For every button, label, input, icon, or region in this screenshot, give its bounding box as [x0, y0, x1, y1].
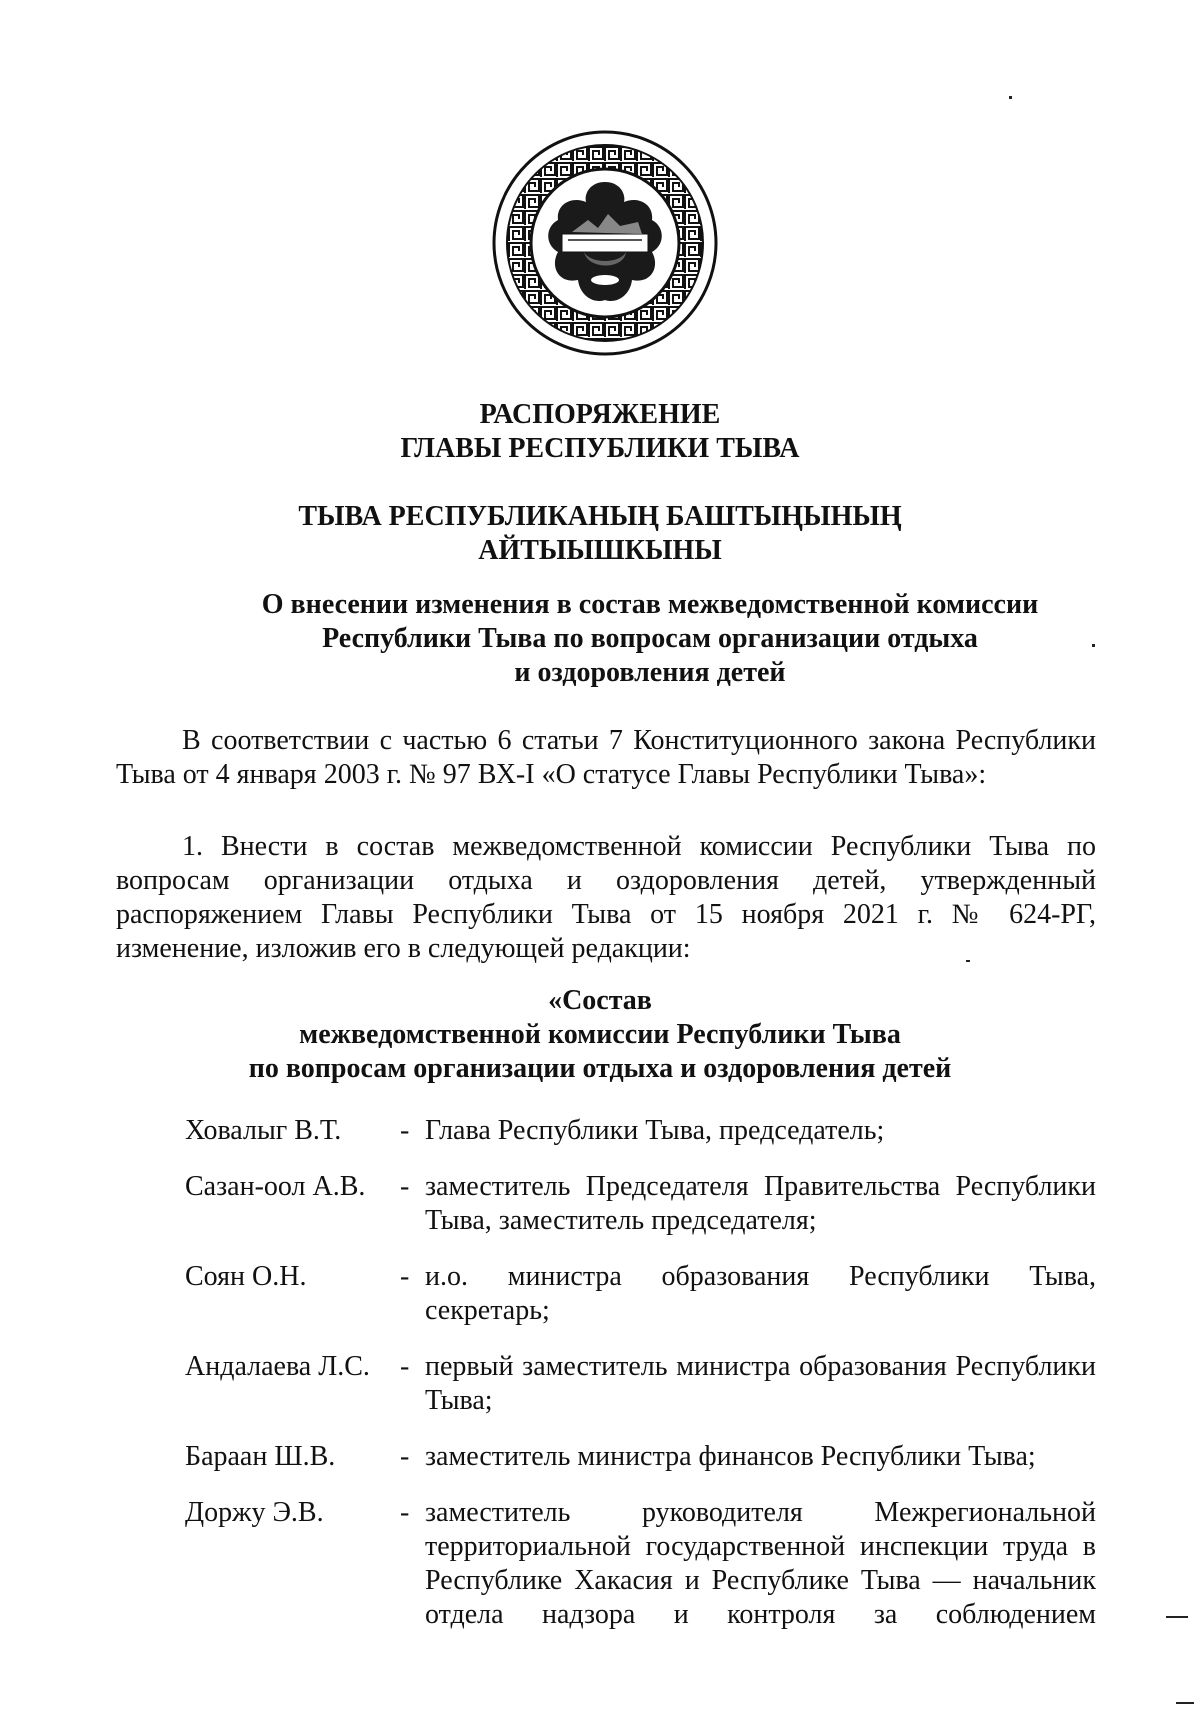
- scan-speck: [1092, 644, 1095, 647]
- preamble-paragraph: В соответствии с частью 6 статьи 7 Конституционного закона Республики Тыва от 4 января 2003 г. № 97 ВХ-I «О статусе Главы Республики Тыва»:: [116, 725, 1096, 790]
- composition-line-1: «Состав: [548, 985, 652, 1016]
- member-role: заместитель Председателя Правительства Республики Тыва, заместитель председателя;: [425, 1171, 1096, 1236]
- member-role: Глава Республики Тыва, председатель;: [425, 1115, 885, 1146]
- member-dash: -: [400, 1441, 410, 1472]
- member-dash: -: [400, 1351, 410, 1382]
- composition-line-2: межведомственной комиссии Республики Тыва: [299, 1019, 901, 1050]
- member-name: Соян О.Н.: [185, 1261, 307, 1292]
- member-dash: -: [400, 1497, 410, 1528]
- member-name: Ховалыг В.Т.: [185, 1115, 342, 1146]
- scan-speck: [1176, 1702, 1194, 1704]
- subject-line-2: Республики Тыва по вопросам организации отдыха: [322, 623, 978, 654]
- order-subject: [255, 588, 1045, 690]
- scan-speck: [1009, 96, 1012, 99]
- member-role: заместитель министра финансов Республики Тыва;: [425, 1441, 1036, 1472]
- member-row: [185, 1114, 1096, 1148]
- member-role: заместитель руководителя Межрегиональной территориальной государственной инспекции труда в Республике Хакасия и Республике Тыва — начальник отдела надзора и контроля за соблюдением: [425, 1497, 1096, 1630]
- member-name: Бараан Ш.В.: [185, 1441, 336, 1472]
- members-list: [185, 1114, 1096, 1654]
- subject-line-1: О внесении изменения в состав межведомственной комиссии: [261, 589, 1039, 620]
- composition-heading: [0, 984, 1200, 1086]
- member-row: [185, 1496, 1096, 1632]
- tuva-republic-emblem-icon: [492, 130, 718, 356]
- scan-speck: [1166, 1616, 1188, 1618]
- member-role: и.о. министра образования Республики Тыва, секретарь;: [425, 1261, 1096, 1326]
- member-row: [185, 1260, 1096, 1328]
- document-title-tuvan: [0, 500, 1200, 568]
- member-role: первый заместитель министра образования Республики Тыва;: [425, 1351, 1096, 1416]
- document-title: [0, 398, 1200, 466]
- member-name: Андалаева Л.С.: [185, 1351, 370, 1382]
- title-line-2: ГЛАВЫ РЕСПУБЛИКИ ТЫВА: [400, 433, 800, 464]
- member-row: [185, 1440, 1096, 1474]
- tuvan-title-line-1: ТЫВА РЕСПУБЛИКАНЫҢ БАШТЫҢЫНЫҢ: [298, 501, 902, 532]
- member-dash: -: [400, 1261, 410, 1292]
- composition-line-3: по вопросам организации отдыха и оздоровления детей: [248, 1053, 952, 1084]
- member-dash: -: [400, 1115, 410, 1146]
- member-name: Сазан-оол А.В.: [185, 1171, 366, 1202]
- scan-speck: [966, 960, 970, 962]
- member-dash: -: [400, 1171, 410, 1202]
- tuvan-title-line-2: АЙТЫЫШКЫНЫ: [478, 535, 722, 566]
- clause-1-paragraph: 1. Внести в состав межведомственной комиссии Республики Тыва по вопросам организации отдыха и оздоровления детей, утвержденный распоряжением Главы Республики Тыва от 15 ноября 2021 г. № 624-РГ, изменение, изложив его в следующей редакции:: [116, 831, 1096, 964]
- member-name: Доржу Э.В.: [185, 1497, 324, 1528]
- member-row: [185, 1350, 1096, 1418]
- subject-line-3: и оздоровления детей: [514, 657, 786, 688]
- member-row: [185, 1170, 1096, 1238]
- title-line-1: РАСПОРЯЖЕНИЕ: [479, 399, 721, 430]
